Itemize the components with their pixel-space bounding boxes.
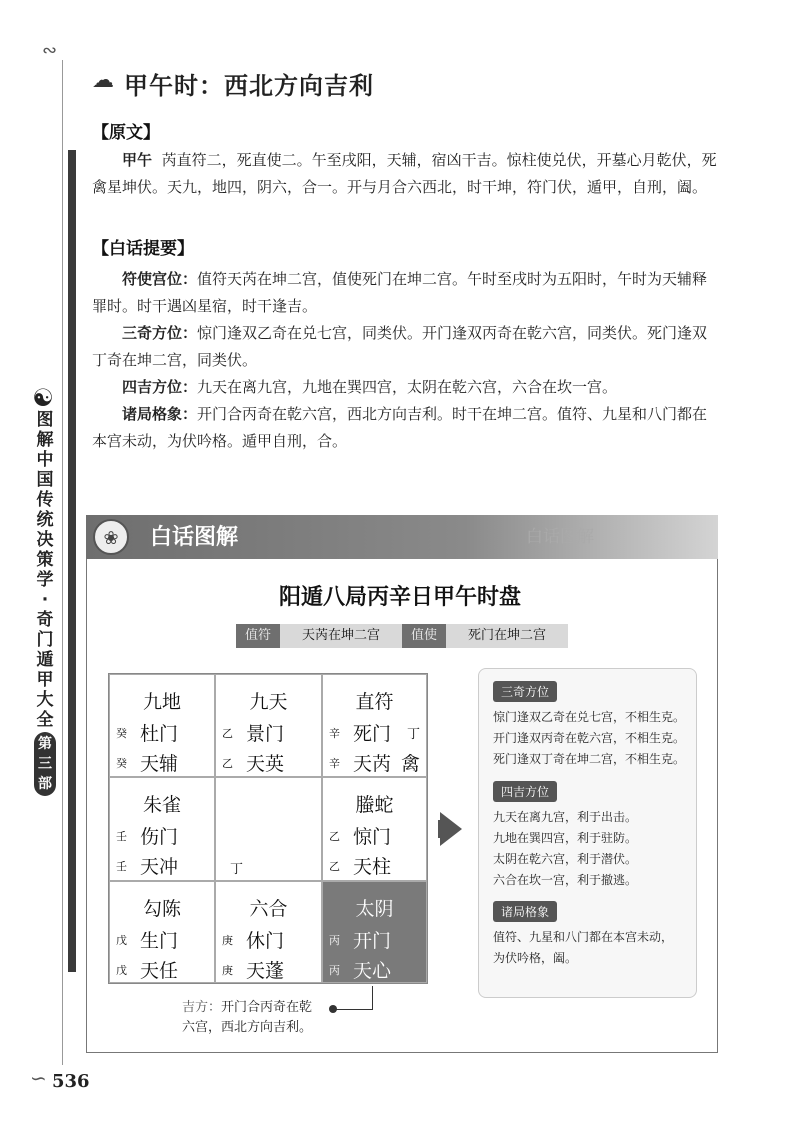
- stem-label: 乙: [222, 727, 233, 740]
- door-label: 休门: [246, 930, 285, 952]
- item-text: 开门合丙奇在乾六宫，西北方向吉利。时干在坤二宫。值符、九星和八门都在本宫未动，为伏吟格。遁甲自刑，合。: [92, 405, 708, 450]
- star-label: 天辅: [140, 753, 179, 775]
- original-body: 芮直符二，死直使二。午至戌阳，天辅，宿凶干吉。惊柱使兑伏，开墓心月乾伏，死禽星坤伏。天九，地四，阴六，合一。开与月合六西北，时干坤，符门伏，遁甲，自刑，阖。: [92, 151, 717, 196]
- star-label: 天柱: [353, 856, 392, 878]
- palace-cell: [322, 777, 427, 881]
- page-ornament-icon: ∽: [30, 1066, 47, 1090]
- chart-title: 阳遁八局丙辛日甲午时盘: [278, 585, 521, 610]
- original-label: 【原文】: [92, 123, 160, 143]
- figure-header-title: 白话图解: [150, 525, 239, 550]
- door-label: 死门: [353, 723, 392, 745]
- original-lead: 甲午: [122, 151, 153, 169]
- yin-yang-icon: ☯: [32, 384, 54, 412]
- door-label: 惊门: [353, 826, 392, 848]
- zhifu-label: 值符: [236, 624, 280, 648]
- door-label: 开门: [353, 930, 392, 952]
- god-label: 六合: [249, 898, 288, 920]
- panel-line: 六合在坎一宫，利于撤逃。: [493, 873, 638, 887]
- figure-header-ghost: 白话图解: [526, 527, 594, 547]
- callout-line: [372, 986, 373, 1010]
- vernacular-item: [92, 401, 720, 455]
- stem-label: 庚: [222, 964, 233, 977]
- emblem-icon: ❀: [93, 519, 129, 555]
- palace-cell: [109, 881, 215, 983]
- summary-panel: [478, 668, 697, 998]
- panel-line: 死门逢双丁奇在坤二宫，不相生克。: [493, 752, 686, 766]
- door-label: 生门: [140, 930, 179, 952]
- panel-line: 九地在巽四宫，利于驻防。: [493, 831, 638, 845]
- side-part-badge: 第三部: [34, 732, 56, 796]
- zhishi-label: 值使: [402, 624, 446, 648]
- panel-line: 值符、九星和八门都在本宫未动，: [493, 930, 674, 944]
- item-term: 三奇方位：: [122, 324, 198, 342]
- geju-text: [493, 927, 693, 969]
- stem-label: 戊: [116, 934, 127, 947]
- god-label: 勾陈: [142, 898, 181, 920]
- cloud-ornament-icon: ☁: [92, 68, 114, 93]
- panel-line: 九天在离九宫，利于出击。: [493, 810, 638, 824]
- stem-label: 乙: [329, 860, 340, 873]
- stem-label: 庚: [222, 934, 233, 947]
- god-label: 螣蛇: [355, 794, 394, 816]
- palace-cell: [215, 674, 322, 777]
- star-label: 天英: [246, 753, 285, 775]
- panel-line: 为伏吟格，阖。: [493, 951, 578, 965]
- item-text: 惊门逢双乙奇在兑七宫，同类伏。开门逢双丙奇在乾六宫，同类伏。死门逢双丁奇在坤二宫，同类伏。: [92, 324, 708, 369]
- god-label: 九天: [249, 691, 288, 713]
- star-label: 天蓬: [246, 960, 285, 982]
- panel-line: 开门逢双丙奇在乾六宫，不相生克。: [493, 731, 686, 745]
- geju-tag: 诸局格象: [493, 901, 557, 922]
- palace-cell-highlighted: [322, 881, 427, 983]
- margin-bar: [68, 150, 76, 972]
- side-title-text: 图解中国传统决策学·奇门遁甲大全: [36, 410, 54, 730]
- callout-label: 吉方：: [182, 1000, 222, 1015]
- door-label: 景门: [246, 723, 285, 745]
- item-term: 诸局格象：: [122, 405, 198, 423]
- door-label: 伤门: [140, 826, 179, 848]
- margin-rule: [62, 60, 63, 1065]
- stem-label: 戊: [116, 964, 127, 977]
- star-label: 天心: [353, 960, 392, 982]
- stem-label: 壬: [116, 860, 127, 873]
- stem-label: 癸: [116, 727, 127, 740]
- callout-text: 开门合丙奇在乾: [221, 1000, 313, 1015]
- stem-label: 丁: [230, 862, 244, 877]
- vernacular-list: [92, 266, 720, 455]
- original-text: [92, 147, 720, 201]
- sanqi-tag: 三奇方位: [493, 681, 557, 702]
- item-term: 四吉方位：: [122, 378, 198, 396]
- auspicious-callout: [182, 998, 342, 1038]
- palace-cell: [109, 777, 215, 881]
- palace-cell: [215, 881, 322, 983]
- star-label: 天冲: [140, 856, 179, 878]
- star-label: 禽: [400, 753, 420, 775]
- item-term: 符使宫位：: [122, 270, 198, 288]
- palace-cell: [322, 674, 427, 777]
- corner-ornament-icon: ∾: [42, 40, 58, 61]
- siji-text: [493, 807, 693, 891]
- palace-cell-center: [215, 777, 322, 881]
- stem-label: 癸: [116, 757, 127, 770]
- god-label: 九地: [142, 691, 181, 713]
- stem-label: 丙: [329, 934, 340, 947]
- vernacular-label: 【白话提要】: [92, 239, 194, 259]
- palace-grid: [108, 673, 428, 984]
- vernacular-item: [92, 320, 720, 374]
- stem-label: 辛: [329, 727, 340, 740]
- vernacular-item: [92, 266, 720, 320]
- right-arrow-icon: [440, 812, 462, 846]
- god-label: 太阴: [355, 898, 394, 920]
- panel-line: 惊门逢双乙奇在兑七宫，不相生克。: [493, 710, 686, 724]
- god-label: 直符: [355, 691, 394, 713]
- stem-label: 乙: [222, 757, 233, 770]
- star-label: 天任: [140, 960, 179, 982]
- door-label: 杜门: [140, 723, 179, 745]
- item-text: 值符天芮在坤二宫，值使死门在坤二宫。午时至戌时为五阳时，午时为天辅释罪时。时干遇凶星宿，时干逢吉。: [92, 270, 708, 315]
- stem-label: 乙: [329, 830, 340, 843]
- page-title: 甲午时：西北方向吉利: [124, 72, 374, 100]
- stem-label: 丙: [329, 964, 340, 977]
- panel-line: 太阴在乾六宫，利于潜伏。: [493, 852, 638, 866]
- stem-label: 辛: [329, 757, 340, 770]
- item-text: 九天在离九宫，九地在巽四宫，太阴在乾六宫，六合在坎一宫。: [197, 378, 618, 396]
- vernacular-item: [92, 374, 720, 401]
- page-number: 536: [52, 1071, 90, 1092]
- zhifu-value: 天芮在坤二宫: [280, 624, 402, 648]
- callout-text: 六宫，西北方向吉利。: [182, 1020, 313, 1035]
- stem-label: 丁: [406, 727, 420, 742]
- stem-label: 壬: [116, 830, 127, 843]
- palace-cell: [109, 674, 215, 777]
- siji-tag: 四吉方位: [493, 781, 557, 802]
- sanqi-text: [493, 707, 693, 770]
- god-label: 朱雀: [142, 794, 181, 816]
- zhishi-value: 死门在坤二宫: [446, 624, 568, 648]
- star-label: 天芮: [353, 753, 392, 775]
